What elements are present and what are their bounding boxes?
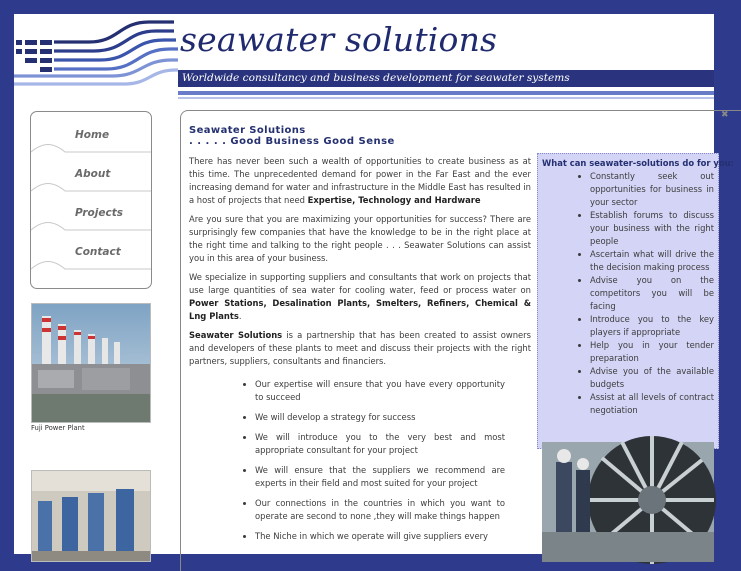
list-item: • Help you in your tender preparation bbox=[590, 339, 714, 365]
content-subtitle: . . . . . Good Business Good Sense bbox=[189, 136, 395, 147]
nav-projects[interactable]: Projects bbox=[75, 207, 123, 219]
list-item: • We will ensure that the suppliers we recommend are experts in their field and most suited for your project bbox=[255, 464, 505, 490]
specialize-text: We specialize in supporting suppliers and consultants that work on projects that use large quantities of sea water for cooling water, feed or process water on bbox=[189, 272, 531, 295]
workers-turbine-photo bbox=[542, 442, 714, 562]
scroll-arrow-icon: ✖ bbox=[721, 110, 729, 120]
partnership-bold: Seawater Solutions bbox=[189, 330, 283, 340]
question-paragraph: Are you sure that you are maximizing your opportunities for success? There are surprisingly few companies that have the knowledge to be in the right place at the right time and talking to the right people . . . Seawater Solutions can assist you in this area of your business. bbox=[189, 214, 531, 263]
list-item: • Establish forums to discuss your business with the right people bbox=[590, 209, 714, 248]
intro-paragraph bbox=[189, 155, 531, 207]
list-item: • Advise you on the competitors you will be facing bbox=[590, 274, 714, 313]
list-item: • We will introduce you to the very best and most appropriate consultant for your project bbox=[255, 431, 505, 457]
content-title: Seawater Solutions bbox=[189, 125, 306, 136]
tagline: Worldwide consultancy and business development for seawater systems bbox=[178, 70, 714, 87]
page bbox=[14, 14, 734, 554]
list-item: • Introduce you to the key players if appropriate bbox=[590, 313, 714, 339]
partnership-text: is a partnership that has been created to assist owners and developers of these plants to meet and discuss their projects with the right partners, suppliers, consultants and financiers. bbox=[189, 330, 531, 366]
benefits-list bbox=[189, 378, 505, 543]
list-item: • Ascertain what will drive the the decision making process bbox=[590, 248, 714, 274]
list-item: • Advise you of the available budgets bbox=[590, 365, 714, 391]
site-header bbox=[14, 14, 714, 106]
main-text bbox=[189, 155, 531, 550]
list-item: • Our connections in the countries in which you want to operate are second to none ,they will make things happen bbox=[255, 497, 505, 523]
sidebar-title: What can seawater-solutions do for you: bbox=[542, 158, 734, 168]
photo-caption: Fuji Power Plant bbox=[31, 424, 85, 432]
partnership-paragraph bbox=[189, 329, 531, 368]
nav-menu bbox=[30, 111, 152, 289]
brand-title: seawater solutions bbox=[180, 20, 498, 59]
list-item: • Assist at all levels of contract negotiation bbox=[590, 391, 714, 417]
intro-text: There has never been such a wealth of opportunities to create business as at this time. The unprecedented demand for power in the Far East and the ever increasing demand for water and infrastructure in the Middle East has resulted in a host of projects that need bbox=[189, 156, 531, 205]
nav-contact[interactable]: Contact bbox=[75, 246, 121, 258]
list-item: • Constantly seek out opportunities for business in your sector bbox=[590, 170, 714, 209]
specialize-bold: Power Stations, Desalination Plants, Smelters, Refiners, Chemical & Lng Plants bbox=[189, 298, 531, 321]
header-stripe bbox=[178, 91, 714, 95]
specialize-paragraph bbox=[189, 271, 531, 323]
list-item: • The Niche in which we operate will give suppliers every bbox=[255, 530, 505, 543]
nav-home[interactable]: Home bbox=[75, 129, 110, 141]
list-item: • We will develop a strategy for success bbox=[255, 411, 505, 424]
services-list bbox=[538, 170, 718, 417]
intro-bold: Expertise, Technology and Hardware bbox=[307, 195, 481, 205]
pumps-photo bbox=[31, 470, 151, 562]
list-item: • Our expertise will ensure that you have every opportunity to succeed bbox=[255, 378, 505, 404]
nav-about[interactable]: About bbox=[75, 168, 111, 180]
services-sidebar bbox=[537, 153, 734, 449]
specialize-end: . bbox=[238, 311, 242, 321]
header-stripe-thin bbox=[178, 97, 714, 99]
power-plant-photo bbox=[31, 303, 151, 423]
